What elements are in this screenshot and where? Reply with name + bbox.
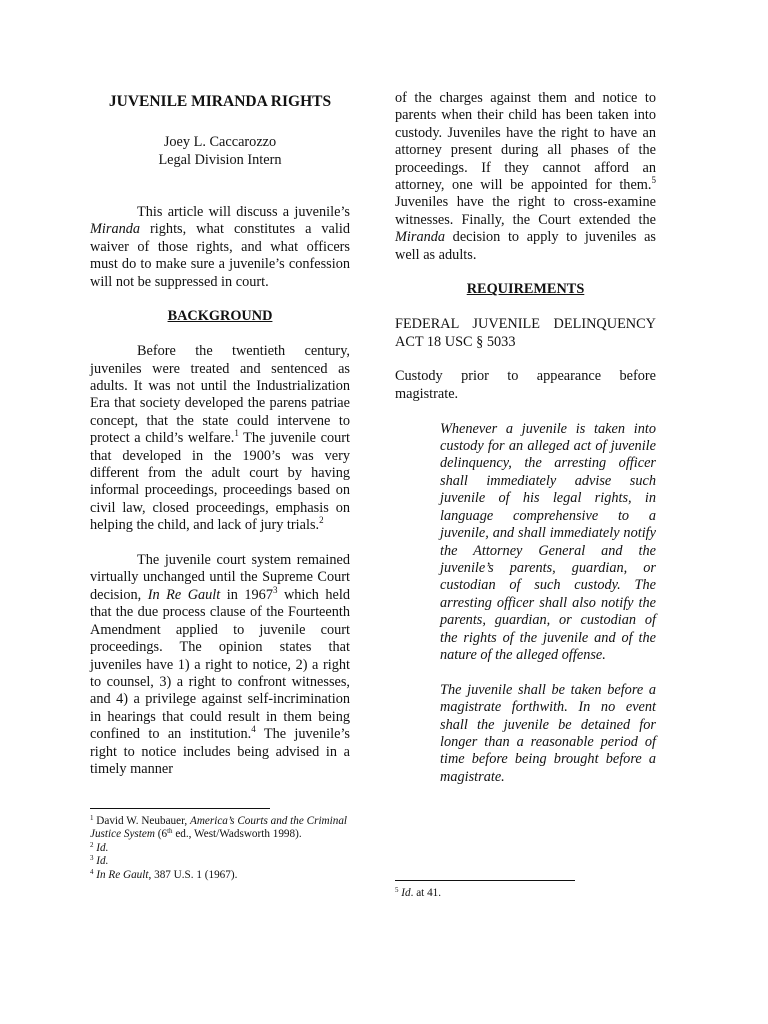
statute-quote-2: The juvenile shall be taken before a magistrate forthwith. In no event shall the juvenile be detained for longer than a reasonable period of time before being brought before a magistrate. <box>440 681 656 785</box>
footnote-ref-4: 4 <box>251 724 256 735</box>
background-heading: BACKGROUND <box>167 308 273 325</box>
footnote-ref-2: 2 <box>319 515 324 526</box>
footnote-2: $^2$ Id. <box>90 840 109 854</box>
requirements-heading: REQUIREMENTS <box>466 281 585 298</box>
footnote-3: $^3$ Id. <box>90 854 109 868</box>
footnotes-left <box>90 808 350 882</box>
author-name: Joey L. Caccarozzo <box>163 134 277 151</box>
footnotes-right <box>395 880 656 900</box>
article-title: JUVENILE MIRANDA RIGHTS <box>108 93 332 110</box>
statute-quote-1: Whenever a juvenile is taken into custody for an alleged act of juvenile delinquency, the arresting officer shall immediately advise such juvenile of his legal rights, in language comprehensive to a juvenile, and shall immediately notify the Attorney General and the juvenile’s parents, guardian, or custodian of such custody. The arresting officer shall also notify the parents, guardian, or custodian of the rights of the juvenile and of the nature of the alleged offense. <box>440 420 656 663</box>
background-paragraph-2: The juvenile court system remained virtually unchanged until the Supreme Court decision, In Re Gault in 1967$^3$ which held that the due process clause of the Fourteenth Amendment applied to juvenile court proceedings. The opinion states that juveniles have 1) a right to notice, 2) a right to counsel, 3) a right to confront witnesses, and 4) a privilege against self-incrimination in hearings that could result in them being confined to an institution.$^4$ The juvenile’s right to notice includes being advised in a timely manner <box>90 552 351 777</box>
background-paragraph-1: Before the twentieth century, juveniles were treated and sentenced as adults. It was not until the Industrialization Era that society developed the parens patriae concept, that the state could intervene to protect a child’s welfare.$^1$ The juvenile court that developed in the 1900’s was very different from the adult court by having informal proceedings, proceedings based on civil law, closed proceedings, emphasis on helping the child, and lack of jury trials.$^2$ <box>90 343 350 534</box>
footnote-ref-5: 5 <box>651 175 656 186</box>
author-position: Legal Division Intern <box>158 151 282 168</box>
custody-subheading: Custody prior to appearance before magistrate. <box>395 368 656 402</box>
act-title: FEDERAL JUVENILE DELINQUENCY ACT 18 USC § 5033 <box>395 316 656 350</box>
left-column <box>90 90 350 778</box>
continuation-paragraph: of the charges against them and notice to parents when their child has been taken into custody. Juveniles have the right to have an attorney present during all phases of the proceedings. If they cannot afford an attorney, one will be appointed for them.$^5$ Juveniles have the right to cross-examine witnesses. Finally, the Court extended the Miranda decision to apply to juveniles as well as adults. <box>395 90 656 263</box>
footnote-ref-1: 1 <box>234 428 239 439</box>
footnote-1: $^1$ David W. Neubauer, America’s Courts and the Criminal Justice System (6th ed., West/Wadsworth 1998). <box>90 814 348 841</box>
footnote-ref-3: 3 <box>272 584 278 595</box>
author-block <box>90 134 350 169</box>
footnote-4: $^4$ In Re Gault, 387 U.S. 1 (1967). <box>90 867 238 881</box>
intro-paragraph: This article will discuss a juvenile’s Miranda rights, what constitutes a valid waiver of those rights, and what officers must do to make sure a juvenile’s confession will not be suppressed in court. <box>90 204 350 290</box>
footnote-5: $^5$ Id. at 41. <box>395 886 442 899</box>
right-column <box>395 90 656 786</box>
